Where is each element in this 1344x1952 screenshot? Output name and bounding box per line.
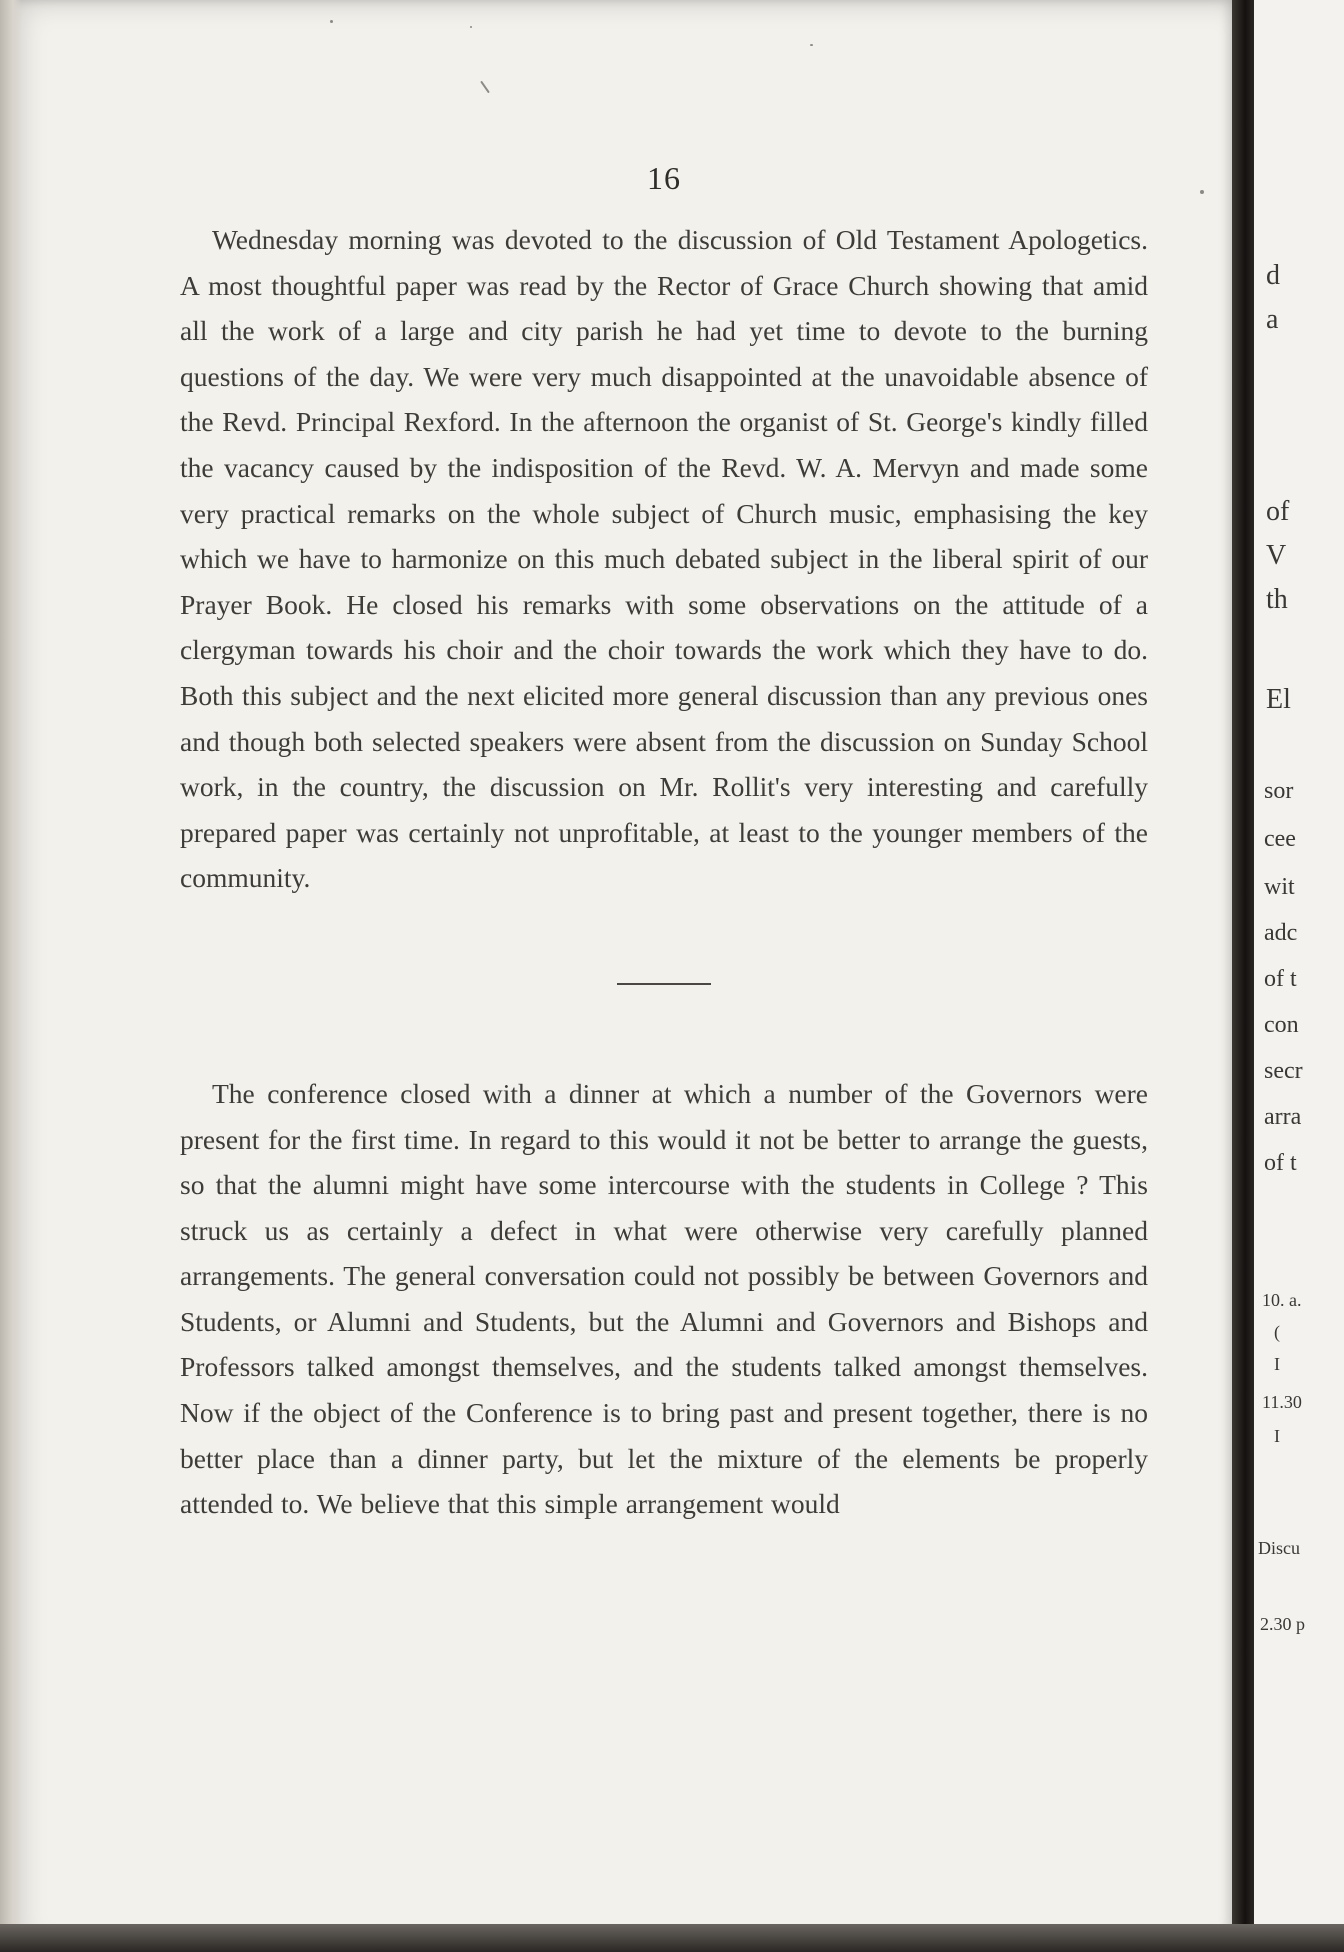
facing-page-fragment: cee [1264, 826, 1296, 852]
paragraph-1: Wednesday morning was devoted to the discussion of Old Testament Apologetics. A most thoughtful paper was read by the Rector of Grace Church showing that amid all the work of a large and city parish he had yet time to devote to the burning questions of the day. We were very much disappointed at the unavoidable absence of the Revd. Principal Rexford. In the afternoon the organist of St. George's kindly filled the vacancy caused by the indisposition of the Revd. W. A. Mervyn and made some very practical remarks on the whole subject of Church music, emphasising the key which we have to harmonize on this much debated subject in the liberal spirit of our Prayer Book. He closed his remarks with some observations on the attitude of a clergyman towards his choir and the choir towards the work which they have to do. Both this subject and the next elicited more general discussion than any previous ones and though both selected speakers were absent from the discussion on Sunday School work, in the country, the discussion on Mr. Rollit's very interesting and carefully prepared paper was certainly not unprofitable, at least to the younger members of the community. [180, 224, 1148, 894]
scan-bottom-edge [0, 1924, 1344, 1952]
book-spine [1232, 0, 1254, 1952]
facing-page-fragment: of t [1264, 1150, 1297, 1176]
facing-page-fragment: Discu [1258, 1538, 1300, 1558]
facing-page-fragment: th [1266, 584, 1288, 615]
paper-speck [470, 26, 472, 28]
facing-page-fragment: adc [1264, 920, 1298, 946]
facing-page-fragment: El [1266, 684, 1291, 715]
facing-page-fragment: wit [1264, 874, 1295, 900]
facing-page-fragment: of t [1264, 966, 1297, 992]
facing-page-fragment: con [1264, 1012, 1299, 1038]
facing-page-fragment: sor [1264, 778, 1294, 804]
facing-page-fragment: secr [1264, 1058, 1303, 1084]
facing-page-fragment: d [1266, 260, 1280, 291]
facing-page-fragment: 2.30 p [1260, 1614, 1305, 1634]
facing-page-fragment: I [1274, 1354, 1280, 1374]
paper-speck [480, 81, 490, 94]
paper-speck [330, 20, 333, 23]
paper-speck [810, 44, 813, 46]
facing-page-fragment: arra [1264, 1104, 1302, 1130]
facing-page-fragment: 11.30 [1262, 1392, 1302, 1412]
page-left-edge [0, 0, 22, 1952]
page-number: 16 [647, 160, 681, 196]
facing-page-fragment: of [1266, 496, 1290, 527]
page-content [180, 160, 1148, 1527]
facing-page-edge [1254, 0, 1344, 1952]
facing-page-fragment: I [1274, 1426, 1280, 1446]
facing-page-fragment: 10. a. [1262, 1290, 1302, 1310]
facing-page-fragment: a [1266, 304, 1279, 335]
paragraph-2: The conference closed with a dinner at which a number of the Governors were present for the first time. In regard to this would it not be better to arrange the guests, so that the alumni might have some intercourse with the students in College ? This struck us as certainly a defect in what were otherwise very carefully planned arrangements. The general conversation could not possibly be between Governors and Students, or Alumni and Students, but the Alumni and Governors and Bishops and Professors talked amongst themselves, and the students talked amongst themselves. Now if the object of the Conference is to bring past and present together, there is no better place than a dinner party, but let the mixture of the elements be properly attended to. We believe that this simple arrangement would [180, 1077, 1148, 1520]
facing-page-fragment: ( [1274, 1322, 1280, 1342]
facing-page-fragment: V [1266, 540, 1287, 571]
paper-speck [1200, 190, 1204, 194]
section-divider [617, 983, 711, 985]
